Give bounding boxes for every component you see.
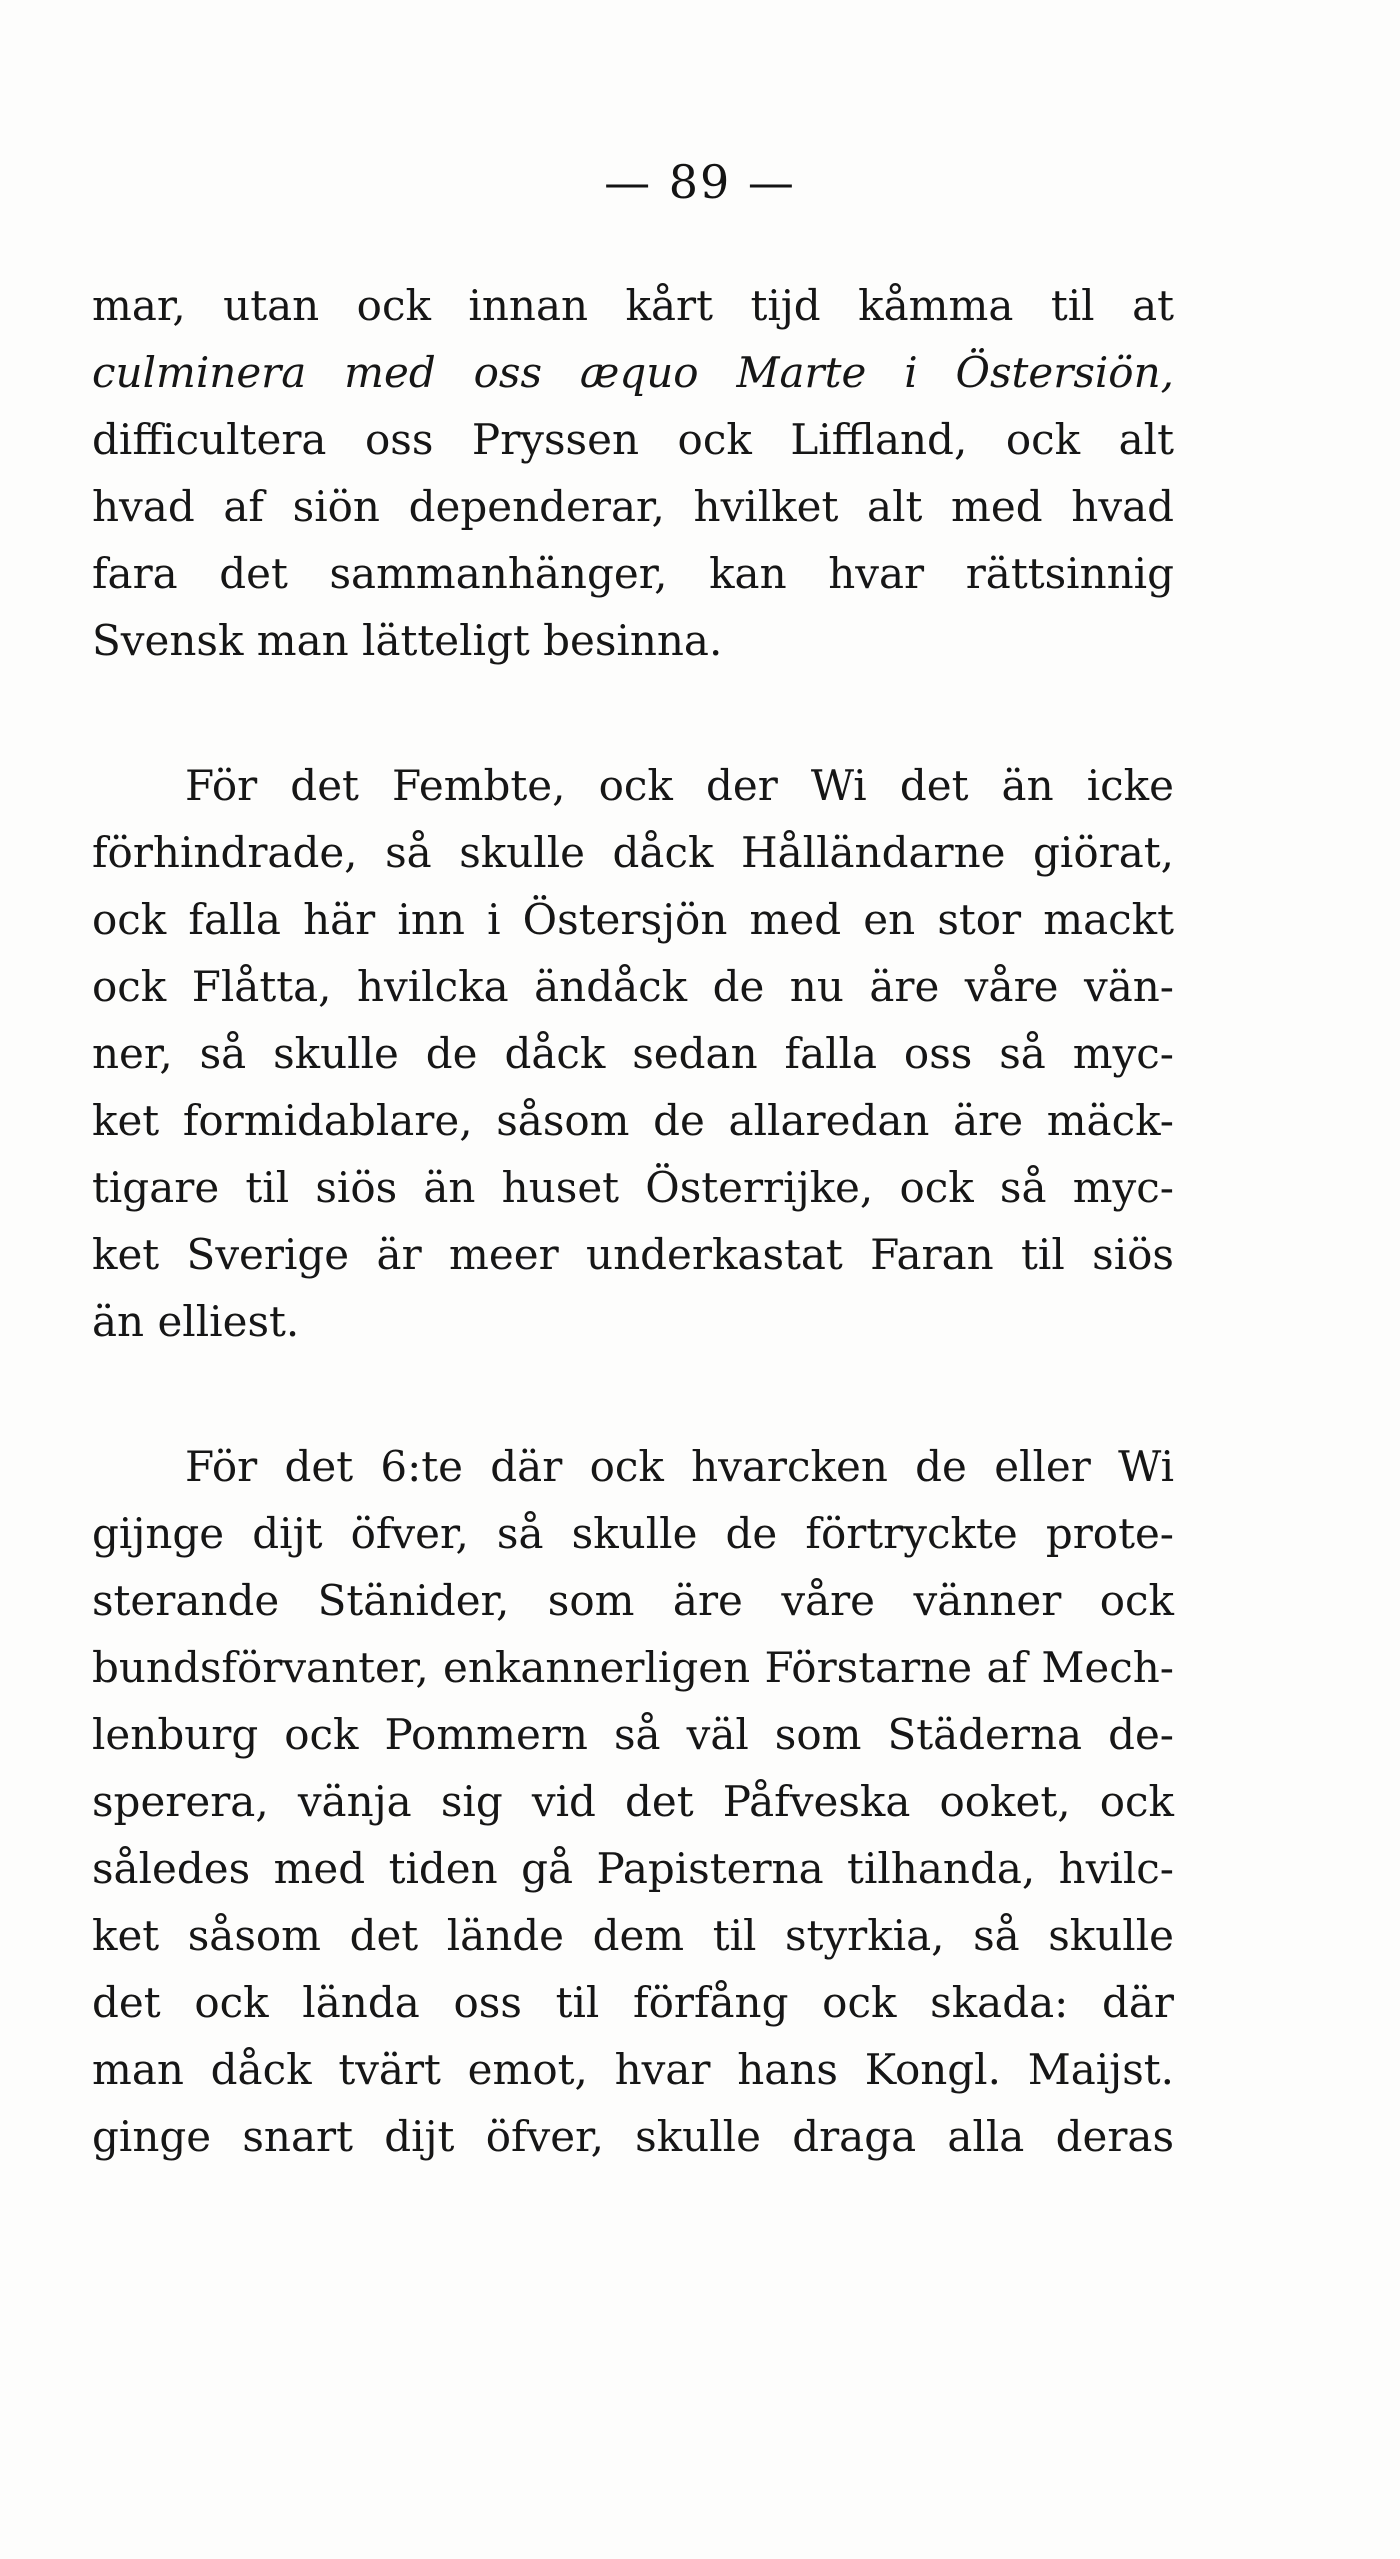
text-line: För det Fembte, ock der Wi det än icke	[185, 761, 1174, 810]
text-line: sperera, vänja sig vid det Påfveska ooket, ock	[92, 1777, 1174, 1826]
text-line: således med tiden gå Papisterna tilhanda, hvilc-	[92, 1844, 1174, 1893]
text-line: sterande Stänider, som äre våre vänner ock	[92, 1576, 1174, 1625]
text-line: än elliest.	[92, 1297, 300, 1346]
text-line: ock Flåtta, hvilcka ändåck de nu äre våre vän-	[92, 962, 1174, 1011]
text-line: ock falla här inn i Östersjön med en stor mackt	[92, 895, 1174, 944]
text-line: mar, utan ock innan kårt tijd kåmma til at	[92, 281, 1174, 330]
text-line: ner, så skulle de dåck sedan falla oss så myc-	[92, 1029, 1174, 1078]
text-line: Svensk man lätteligt besinna.	[92, 616, 723, 665]
text-line: ket såsom det lände dem til styrkia, så skulle	[92, 1911, 1174, 1960]
text-line: För det 6:te där ock hvarcken de eller Wi	[185, 1442, 1174, 1491]
text-line: man dåck tvärt emot, hvar hans Kongl. Maijst.	[92, 2045, 1174, 2094]
text-line: lenburg ock Pommern så väl som Städerna de-	[92, 1710, 1174, 1759]
text-line: det ock lända oss til förfång ock skada: där	[92, 1978, 1174, 2027]
text-line: ket Sverige är meer underkastat Faran til siös	[92, 1230, 1174, 1279]
text-line: gijnge dijt öfver, så skulle de förtryckte prote-	[92, 1509, 1174, 1558]
text-line: difficultera oss Pryssen ock Liffland, ock alt	[92, 415, 1174, 464]
text-line: fara det sammanhänger, kan hvar rättsinnig	[92, 549, 1174, 598]
text-line: hvad af siön dependerar, hvilket alt med hvad	[92, 482, 1174, 531]
text-line: ket formidablare, såsom de allaredan äre mäck-	[92, 1096, 1174, 1145]
text-line: ginge snart dijt öfver, skulle draga alla deras	[92, 2112, 1174, 2161]
text-line: culminera med oss æquo Marte i Östersiön,	[92, 348, 1174, 397]
page-number-header: — 89 —	[604, 155, 796, 209]
text-line: bundsförvanter, enkannerligen Förstarne af Mech-	[92, 1643, 1174, 1692]
text-line: förhindrade, så skulle dåck Hålländarne giörat,	[92, 828, 1174, 877]
text-line: tigare til siös än huset Österrijke, ock så myc-	[92, 1163, 1174, 1212]
